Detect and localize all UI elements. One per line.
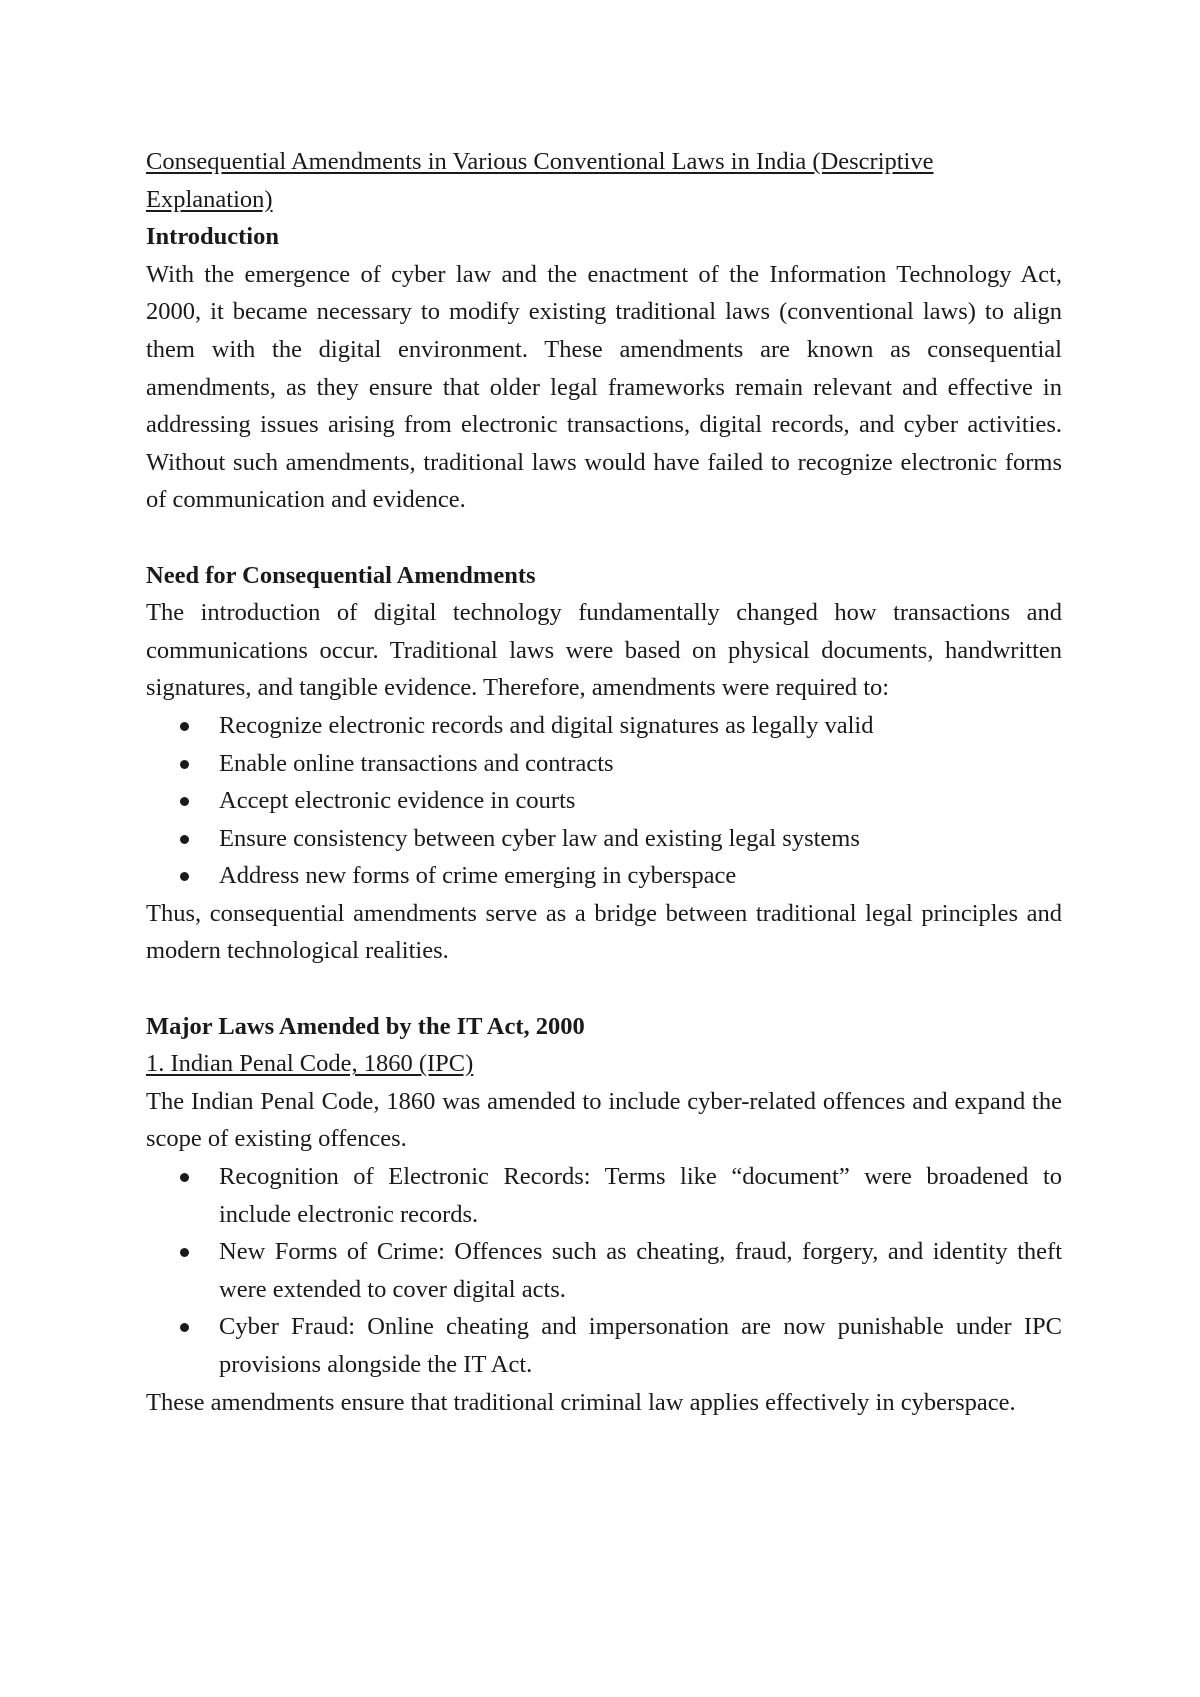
ipc-bullet-list bbox=[146, 1158, 1062, 1384]
intro-heading: Introduction bbox=[146, 223, 279, 251]
bullet-icon bbox=[180, 760, 189, 769]
document-title: Consequential Amendments in Various Conventional Laws in India (Descriptive Explanation) bbox=[146, 148, 934, 213]
list-item-text: Ensure consistency between cyber law and existing legal systems bbox=[219, 824, 860, 852]
bullet-icon bbox=[180, 797, 189, 806]
need-paragraph: The introduction of digital technology fundamentally changed how transactions and communications occur. Traditional laws were based on physical documents, handwritten signatures, and tangible evidence. Therefore, amendments were required to: bbox=[146, 599, 1062, 702]
list-item bbox=[219, 1308, 1062, 1383]
list-item-text: Enable online transactions and contracts bbox=[219, 749, 614, 777]
list-item-text: Cyber Fraud: Online cheating and impersonation are now punishable under IPC provisions alongside the IT Act. bbox=[219, 1313, 1062, 1378]
need-heading: Need for Consequential Amendments bbox=[146, 561, 536, 589]
bullet-icon bbox=[180, 872, 189, 881]
section-spacer bbox=[146, 970, 1062, 1008]
list-item-text: Recognize electronic records and digital signatures as legally valid bbox=[219, 711, 874, 739]
intro-paragraph: With the emergence of cyber law and the enactment of the Information Technology Act, 2000, it became necessary to modify existing traditional laws (conventional laws) to align them with the digital environment. These amendments are known as consequential amendments, as they ensure that older legal frameworks remain relevant and effective in addressing issues arising from electronic transactions, digital records, and cyber activities. Without such amendments, traditional laws would have failed to recognize electronic forms of communication and evidence. bbox=[146, 260, 1062, 514]
bullet-icon bbox=[180, 1323, 189, 1332]
bullet-icon bbox=[180, 1248, 189, 1257]
ipc-conclusion: These amendments ensure that traditional criminal law applies effectively in cyberspace. bbox=[146, 1388, 1016, 1416]
list-item-text: New Forms of Crime: Offences such as cheating, fraud, forgery, and identity theft were extended to cover digital acts. bbox=[219, 1238, 1062, 1303]
list-item-text: Accept electronic evidence in courts bbox=[219, 787, 576, 815]
need-conclusion: Thus, consequential amendments serve as a bridge between traditional legal principles and modern technological realities. bbox=[146, 899, 1062, 965]
list-item bbox=[219, 1233, 1062, 1308]
bullet-icon bbox=[180, 1173, 189, 1182]
document-page bbox=[146, 143, 1062, 1421]
list-item-text: Address new forms of crime emerging in cyberspace bbox=[219, 862, 737, 890]
bullet-icon bbox=[180, 722, 189, 731]
list-item bbox=[219, 707, 1062, 745]
list-item-text: Recognition of Electronic Records: Terms like “document” were broadened to include electronic records. bbox=[219, 1163, 1062, 1228]
list-item bbox=[219, 745, 1062, 783]
list-item bbox=[219, 857, 1062, 895]
list-item bbox=[219, 782, 1062, 820]
list-item bbox=[219, 1158, 1062, 1233]
list-item bbox=[219, 820, 1062, 858]
need-bullet-list bbox=[146, 707, 1062, 895]
bullet-icon bbox=[180, 835, 189, 844]
ipc-subheading: 1. Indian Penal Code, 1860 (IPC) bbox=[146, 1050, 474, 1078]
major-laws-heading: Major Laws Amended by the IT Act, 2000 bbox=[146, 1012, 585, 1040]
section-spacer bbox=[146, 519, 1062, 557]
ipc-paragraph: The Indian Penal Code, 1860 was amended to include cyber-related offences and expand the scope of existing offences. bbox=[146, 1087, 1062, 1153]
